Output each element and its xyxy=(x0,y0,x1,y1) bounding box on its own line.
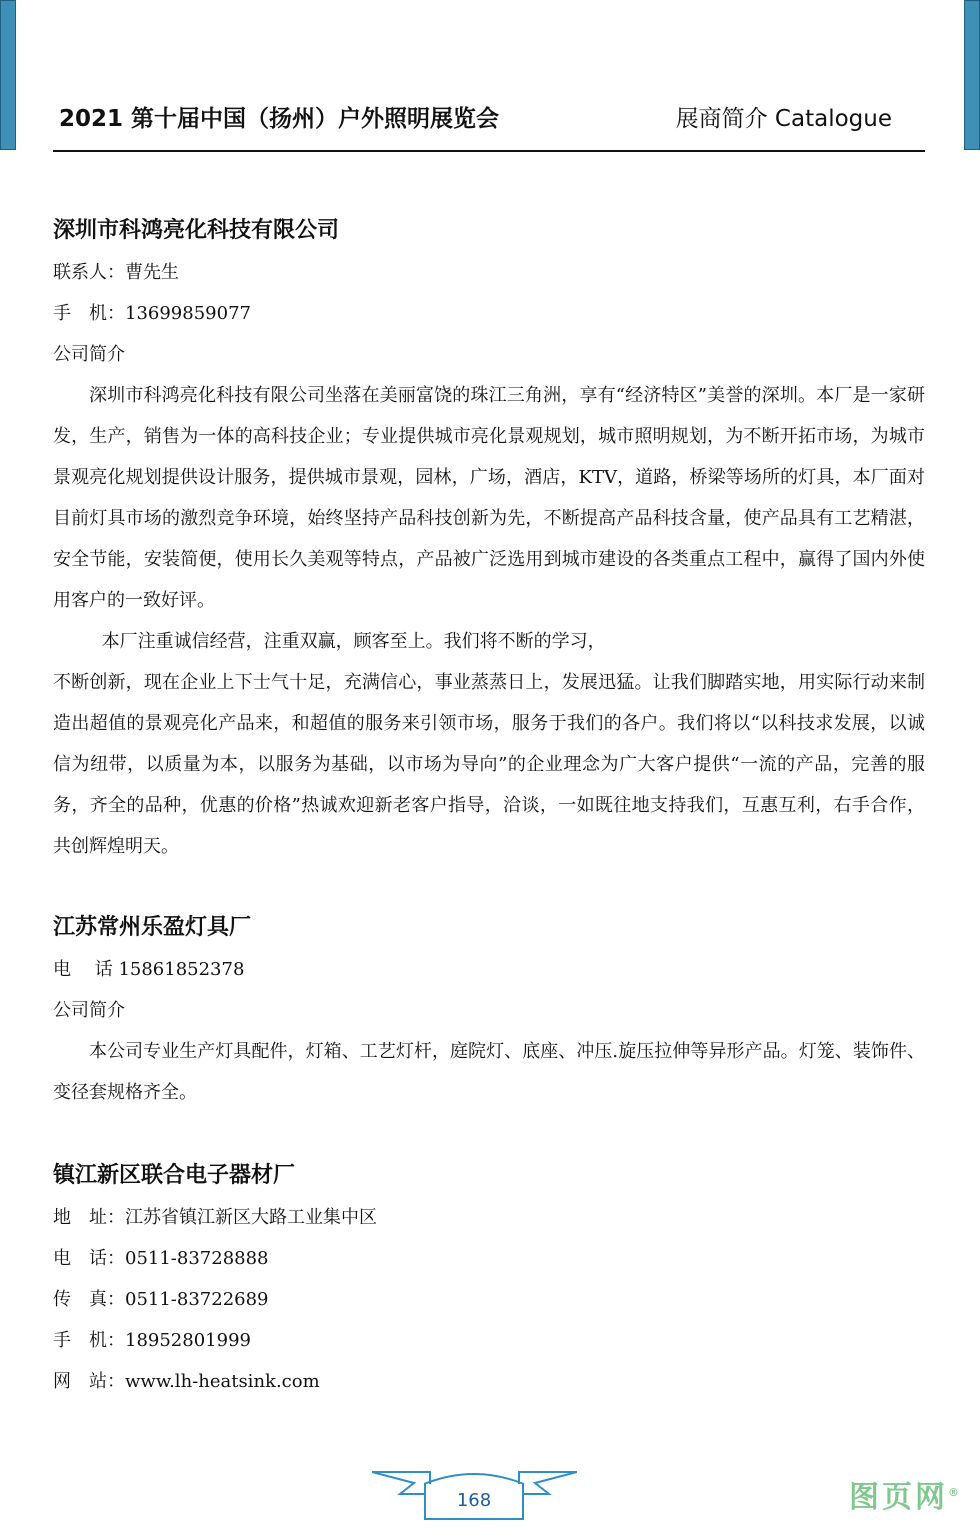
header-event-title: 第十届中国（扬州）户外照明展览会 xyxy=(131,106,500,132)
phone-number: 电 话：0511-83728888 xyxy=(53,1248,269,1269)
phone-number: 电 话 15861852378 xyxy=(53,959,245,980)
website-link[interactable]: 网 站：www.lh-heatsink.com xyxy=(53,1371,320,1392)
header-section: 展商简介 Catalogue xyxy=(675,106,892,132)
right-edge-tab xyxy=(964,0,980,150)
company-name: 江苏常州乐盈灯具厂 xyxy=(53,915,252,940)
intro-paragraph: 不断创新，现在企业上下士气十足，充满信心，事业蒸蒸日上，发展迅猛。让我们脚踏实地，用实际行动来制造出超值的景观亮化产品来，和超值的服务来引领市场，服务于我们的各户。我们将以“以科技求发展，以诚信为纽带，以质量为本，以服务为基础，以市场为导向”的企业理念为广大客户提供“一流的产品，完善的服务，齐全的品种，优惠的价格”热诚欢迎新老客户指导，洽谈，一如既往地支持我们，互惠互利，右手合作，共创辉煌明天。 xyxy=(53,672,925,857)
watermark-text: 图页网 xyxy=(849,1480,948,1515)
mobile-number: 手 机：13699859077 xyxy=(53,303,251,324)
company-entry xyxy=(53,1155,925,1402)
intro-paragraph: 深圳市科鸿亮化科技有限公司坐落在美丽富饶的珠江三角洲，享有“经济特区”美誉的深圳。本厂是一家研发，生产，销售为一体的高科技企业；专业提供城市亮化景观规划，城市照明规划，为不断开拓市场，为城市景观亮化规划提供设计服务，提供城市景观，园林，广场，酒店，KTV，道路，桥梁等场所的灯具，本厂面对目前灯具市场的激烈竞争环境，始终坚持产品科技创新为先，不断提高产品科技含量，使产品具有工艺精湛，安全节能，安装简便，使用长久美观等特点，产品被广泛选用到城市建设的各类重点工程中，赢得了国内外使用客户的一致好评。 xyxy=(53,385,925,611)
left-edge-tab xyxy=(0,0,16,150)
site-watermark xyxy=(849,1472,962,1516)
page-footer xyxy=(372,1468,577,1528)
company-entry xyxy=(53,907,925,1113)
address: 地 址：江苏省镇江新区大路工业集中区 xyxy=(53,1207,377,1228)
page-header xyxy=(53,92,925,152)
company-name: 深圳市科鸿亮化科技有限公司 xyxy=(53,218,340,243)
intro-heading: 公司简介 xyxy=(53,1000,125,1021)
intro-paragraph-lead: 本厂注重诚信经营，注重双赢，顾客至上。我们将不断的学习， xyxy=(101,631,606,652)
intro-heading: 公司简介 xyxy=(53,344,125,365)
page-number: 168 xyxy=(424,1484,524,1520)
registered-mark: ® xyxy=(948,1486,962,1499)
company-name: 镇江新区联合电子器材厂 xyxy=(53,1163,296,1188)
fax-number: 传 真：0511-83722689 xyxy=(53,1289,269,1310)
main-content xyxy=(53,210,925,1402)
company-entry xyxy=(53,210,925,867)
header-year: 2021 xyxy=(59,106,124,132)
header-title xyxy=(59,100,499,133)
contact-person: 联系人：曹先生 xyxy=(53,262,179,283)
intro-paragraph: 本公司专业生产灯具配件，灯箱、工艺灯杆，庭院灯、底座、冲压.旋压拉伸等异形产品。灯笼、装饰件、变径套规格齐全。 xyxy=(53,1041,925,1103)
mobile-number: 手 机：18952801999 xyxy=(53,1330,251,1351)
